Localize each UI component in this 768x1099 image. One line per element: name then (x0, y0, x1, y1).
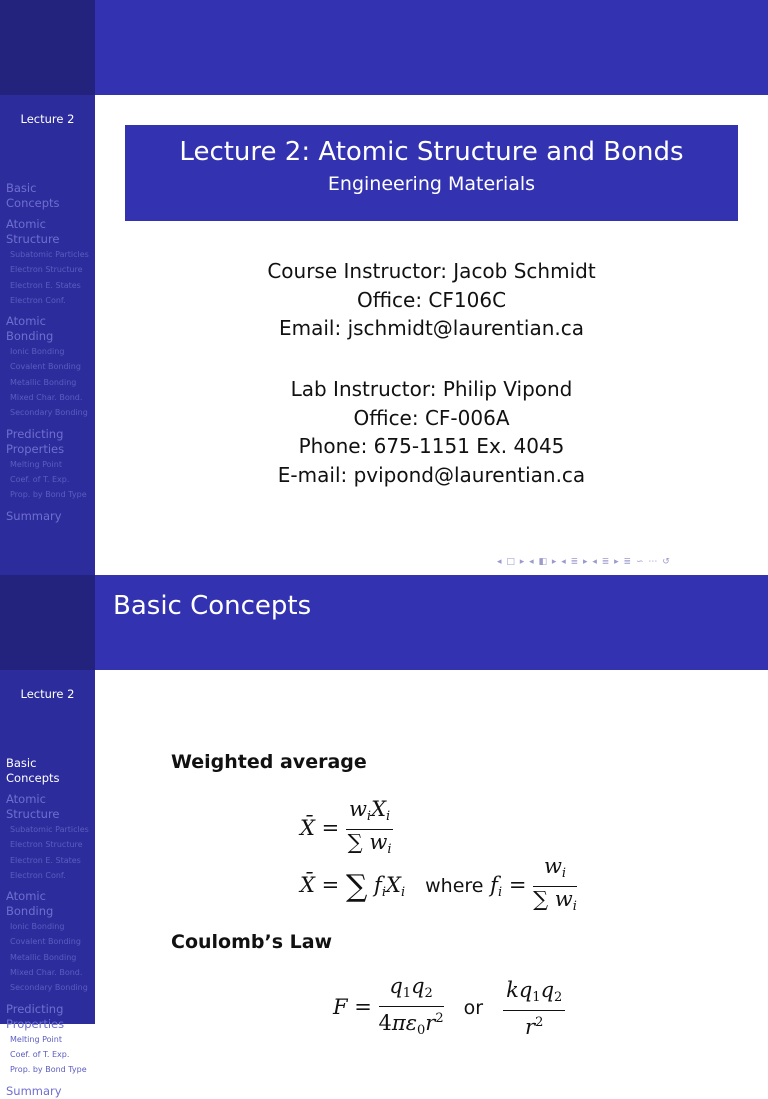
coulombs-law-heading: Coulomb’s Law (171, 931, 333, 953)
frame-title: Basic Concepts (113, 591, 312, 621)
weighted-average-equation-1: X̄ = $\frac{w_iX_i}{\sum w_i}$ (300, 797, 392, 857)
sidebar-subsection[interactable]: Electron Structure (10, 265, 83, 275)
course-instructor-office: Office: CF106C (356, 287, 507, 312)
sidebar-subsection[interactable]: Mixed Char. Bond. (10, 968, 83, 978)
sidebar-subsection[interactable]: Subatomic Particles (10, 825, 89, 834)
sidebar-section-label-line1: Atomic (6, 889, 46, 904)
title-block (125, 125, 738, 221)
sidebar-subsection[interactable]: Electron E. States (10, 855, 81, 865)
sidebar-subsection[interactable]: Ionic Bonding (10, 347, 65, 357)
sidebar-section-3[interactable] (6, 1002, 94, 1032)
lab-instructor-phone: Phone: 675-1151 Ex. 4045 (298, 434, 565, 458)
presentation-title: Lecture 2: Atomic Structure and Bonds (179, 137, 684, 167)
sidebar-section-label-line2: Concepts (6, 196, 60, 210)
sidebar-section-label-line2: Concepts (6, 771, 60, 785)
sidebar-section-label-line2: Bonding (6, 329, 54, 344)
sidebar-subsection[interactable]: Subatomic Particles (10, 250, 89, 259)
weighted-average-heading: Weighted average (171, 751, 367, 773)
sidebar-section-4[interactable] (6, 1084, 94, 1099)
sidebar-outline (6, 181, 94, 524)
sidebar-section-2[interactable] (6, 314, 94, 344)
sidebar-subsection[interactable]: Covalent Bonding (10, 362, 81, 372)
sidebar-header (0, 575, 95, 670)
sidebar-subsection[interactable]: Secondary Bonding (10, 408, 88, 418)
sidebar-subsection[interactable]: Secondary Bonding (10, 983, 88, 993)
sidebar-section-label-line1: Summary (6, 1083, 62, 1098)
sidebar-header (0, 0, 95, 95)
sidebar-subsection[interactable]: Melting Point (10, 1034, 62, 1044)
sidebar-lecture-title[interactable]: Lecture 2 (20, 112, 75, 126)
coulombs-law-equation: F = $\frac{q_1q_2}{4\pi\varepsilon_0r^2}$ or $\frac{kq_1q_2}{r^2}$ (333, 974, 565, 1043)
sidebar-subsection[interactable]: Electron Conf. (10, 295, 66, 305)
sidebar-section-1[interactable] (6, 217, 94, 247)
sidebar-subsection[interactable]: Prop. by Bond Type (10, 490, 87, 500)
header-bar (95, 575, 768, 670)
header-bar (95, 0, 768, 95)
sidebar-subsection[interactable]: Coef. of T. Exp. (10, 474, 70, 484)
or-text: or (463, 997, 484, 1019)
sidebar-section-label-line2: Bonding (6, 904, 54, 919)
sidebar-section-0[interactable] (6, 756, 94, 786)
beamer-navigation-icons[interactable]: ◂ □ ▸ ◂ ◧ ▸ ◂ ≣ ▸ ◂ ≣ ▸ ≣ ∽ ⋯ ↺ (497, 557, 671, 567)
sidebar-subsection[interactable]: Mixed Char. Bond. (10, 393, 83, 403)
sidebar-section-3[interactable] (6, 427, 94, 457)
course-instructor-name: Course Instructor: Jacob Schmidt (267, 259, 596, 283)
sidebar-section-4[interactable] (6, 509, 94, 524)
sidebar-outline (6, 756, 94, 1099)
sidebar (0, 575, 95, 1098)
sidebar-subsection[interactable]: Metallic Bonding (10, 377, 77, 387)
sidebar-section-label-line1: Predicting (6, 426, 64, 441)
course-instructor-email: Email: jschmidt@laurentian.ca (279, 316, 584, 340)
sidebar-subsection[interactable]: Prop. by Bond Type (10, 1065, 87, 1075)
sidebar-subsection[interactable]: Electron Structure (10, 840, 83, 850)
sidebar-section-2[interactable] (6, 889, 94, 919)
where-text: where (425, 875, 484, 897)
presentation-subtitle: Engineering Materials (327, 173, 536, 195)
sidebar-section-label-line2: Properties (6, 1016, 65, 1031)
sidebar-section-label-line1: Atomic (6, 217, 46, 231)
sidebar-section-label-line1: Summary (6, 508, 62, 523)
sidebar-subsection[interactable]: Coef. of T. Exp. (10, 1049, 70, 1059)
lab-instructor-office: Office: CF-006A (353, 405, 510, 430)
sidebar-section-label-line1: Basic (6, 181, 37, 195)
sidebar-subsection[interactable]: Melting Point (10, 459, 62, 469)
sidebar-subsection[interactable]: Covalent Bonding (10, 937, 81, 947)
lab-instructor-name: Lab Instructor: Philip Vipond (290, 377, 573, 401)
sidebar-section-label-line2: Properties (6, 441, 65, 456)
sidebar-lecture-title[interactable]: Lecture 2 (20, 687, 75, 701)
basic-concepts-slide (0, 575, 768, 1098)
weighted-average-equation-2: X̄ = ∑ $f_iX_i$ where $f_i$ = $\frac{w_i}{\sum w_i}$ (300, 854, 577, 914)
sidebar-section-0[interactable] (6, 181, 94, 211)
sidebar-subsection[interactable]: Electron E. States (10, 280, 81, 290)
sidebar-section-label-line2: Structure (6, 807, 60, 821)
lab-instructor-email: E-mail: pvipond@laurentian.ca (277, 462, 586, 487)
sidebar (0, 0, 95, 575)
sidebar-subsection[interactable]: Electron Conf. (10, 870, 66, 880)
course-instructor-info (125, 257, 738, 343)
sidebar-section-1[interactable] (6, 792, 94, 822)
sidebar-subsection[interactable]: Metallic Bonding (10, 952, 77, 962)
sidebar-subsection[interactable]: Ionic Bonding (10, 922, 65, 932)
sidebar-section-label-line1: Basic (6, 756, 37, 770)
lab-instructor-info (125, 375, 738, 489)
sidebar-section-label-line2: Structure (6, 232, 60, 246)
sidebar-section-label-line1: Atomic (6, 792, 46, 806)
sidebar-section-label-line1: Predicting (6, 1001, 64, 1016)
sidebar-section-label-line1: Atomic (6, 314, 46, 329)
